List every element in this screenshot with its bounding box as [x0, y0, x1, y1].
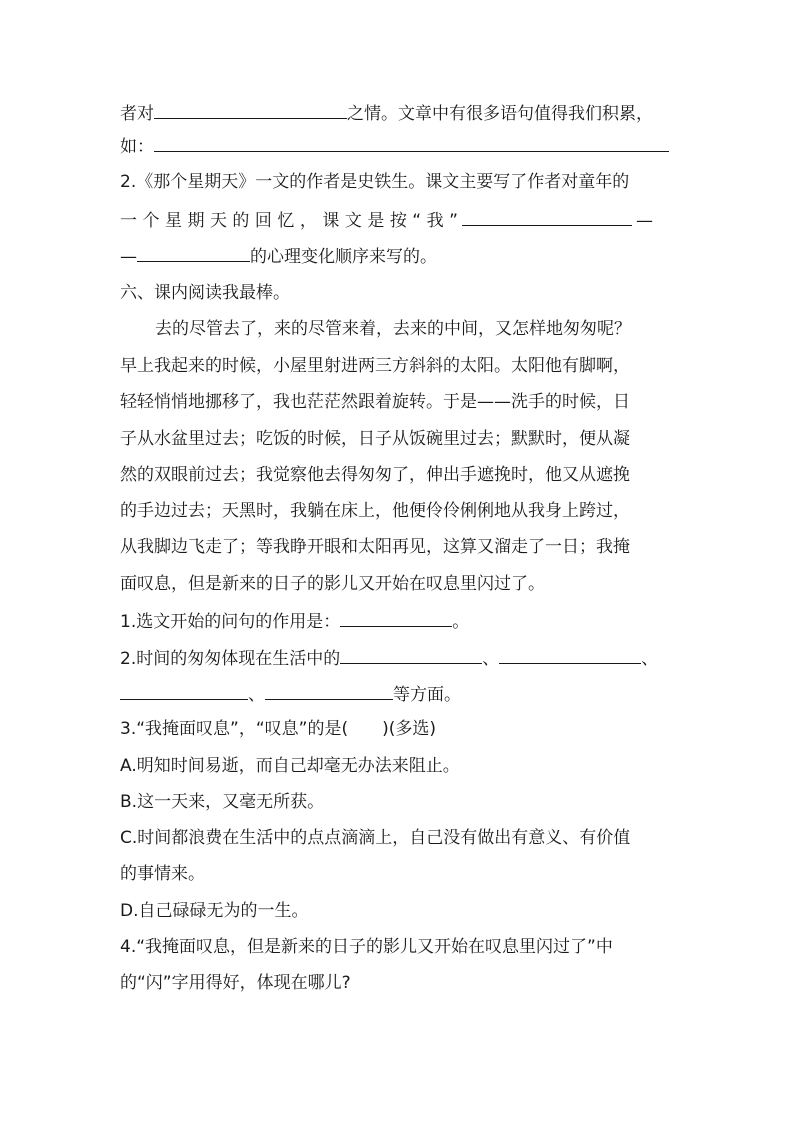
option-b[interactable] [120, 790, 324, 814]
char: 天 [209, 211, 227, 231]
separator: 、 [248, 685, 265, 705]
passage-text: 子从水盆里过去；吃饭的时候，日子从饭碗里过去；默默时，便从凝 [120, 429, 630, 449]
passage-text: 的手边过去；天黑时，我躺在床上，他便伶伶俐俐地从我身上跨过， [120, 501, 630, 521]
answer-blank[interactable] [340, 608, 452, 627]
answer-blank[interactable] [499, 645, 641, 664]
passage-line [120, 499, 630, 523]
passage-line [120, 463, 630, 487]
passage-text: 从我脚边飞走了；等我睁开眼和太阳再见，这算又溜走了一日；我掩 [120, 537, 630, 557]
char: 课 [322, 211, 340, 231]
answer-blank[interactable] [154, 100, 347, 119]
text-segment: 如： [120, 137, 154, 157]
char: “ [412, 211, 422, 231]
passage-line [120, 572, 545, 596]
char: 回 [254, 211, 272, 231]
passage-line [120, 427, 630, 451]
option-text: 的事情来。 [120, 864, 205, 884]
char: 一 [120, 211, 137, 231]
question-2-line-3 [120, 243, 437, 267]
question-4-line-2 [120, 971, 351, 995]
option-c-continued [120, 862, 205, 886]
passage-text: 去的尽管去了，来的尽管来着，去来的中间，又怎样地匆匆呢？ [155, 319, 631, 339]
question-text: 4.“我掩面叹息，但是新来的日子的影儿又开始在叹息里闪过了”中 [120, 937, 613, 957]
section-heading: 六、课内阅读我最棒。 [120, 283, 290, 303]
passage-text: 早上我起来的时候，小屋里射进两三方斜斜的太阳。太阳他有脚啊， [120, 356, 630, 376]
passage-text: 面叹息，但是新来的日子的影儿又开始在叹息里闪过了。 [120, 574, 545, 594]
option-text: B.这一天来，又毫无所获。 [120, 792, 325, 812]
passage-text: 然的双眼前过去；我觉察他去得匆匆了，伸出手遮挽时，他又从遮挽 [120, 465, 630, 485]
passage-line [155, 317, 631, 341]
question-1 [120, 608, 469, 632]
question-4-line-1 [120, 935, 613, 959]
line-zhe-dui [120, 100, 653, 124]
dash: — [120, 247, 137, 267]
passage-line [120, 354, 630, 378]
question-2-line-1 [120, 170, 629, 194]
char: 忆 [277, 211, 295, 231]
spaced-text [120, 209, 458, 233]
question-text: 的“闪”字用得好，体现在哪儿? [120, 973, 351, 993]
char: ” [449, 211, 458, 231]
question-2-time [120, 645, 658, 669]
char: 文 [344, 211, 362, 231]
answer-blank[interactable] [462, 207, 632, 226]
text-segment: 之情。文章中有很多语句值得我们积累， [347, 104, 653, 124]
question-2-line-2 [120, 207, 653, 231]
question-3 [120, 717, 436, 741]
answer-blank[interactable] [154, 133, 669, 152]
line-ru [120, 133, 669, 157]
char: 我 [426, 211, 444, 231]
answer-blank[interactable] [340, 645, 482, 664]
question-2-time-line-2 [120, 681, 461, 705]
answer-blank[interactable] [137, 243, 250, 262]
char: 按 [389, 211, 407, 231]
option-c[interactable] [120, 826, 630, 850]
passage-text: 轻轻悄悄地挪移了，我也茫茫然跟着旋转。于是——洗手的时候，日 [120, 392, 630, 412]
char: 个 [142, 211, 160, 231]
passage-line [120, 535, 630, 559]
separator: 、 [482, 649, 500, 669]
char: 星 [164, 211, 182, 231]
answer-blank[interactable] [120, 681, 248, 700]
question-text: 2.时间的匆匆体现在生活中的 [120, 649, 341, 669]
question-text: 3.“我掩面叹息”，“叹息”的是( )(多选) [120, 719, 436, 739]
option-text: D.自己碌碌无为的一生。 [120, 901, 309, 921]
char: 期 [187, 211, 205, 231]
question-text: 等方面。 [393, 685, 461, 705]
section-title [120, 281, 290, 305]
option-text: C.时间都浪费在生活中的点点滴滴上，自己没有做出有意义、有价值 [120, 828, 631, 848]
char: 的 [232, 211, 250, 231]
passage-line [120, 390, 630, 414]
question-text: 的心理变化顺序来写的。 [250, 247, 437, 267]
char: ， [299, 211, 317, 231]
option-text: A.明知时间易逝，而自己却毫无办法来阻止。 [120, 756, 460, 776]
dash: — [636, 211, 653, 231]
separator: 、 [641, 649, 659, 669]
answer-blank[interactable] [265, 681, 393, 700]
question-text: 2.《那个星期天》一文的作者是史铁生。课文主要写了作者对童年的 [120, 172, 630, 192]
char: 是 [367, 211, 385, 231]
question-text: 1.选文开始的问句的作用是： [120, 612, 341, 632]
punctuation: 。 [452, 612, 470, 632]
option-d[interactable] [120, 899, 309, 923]
text-segment: 者对 [120, 104, 154, 124]
option-a[interactable] [120, 754, 460, 778]
